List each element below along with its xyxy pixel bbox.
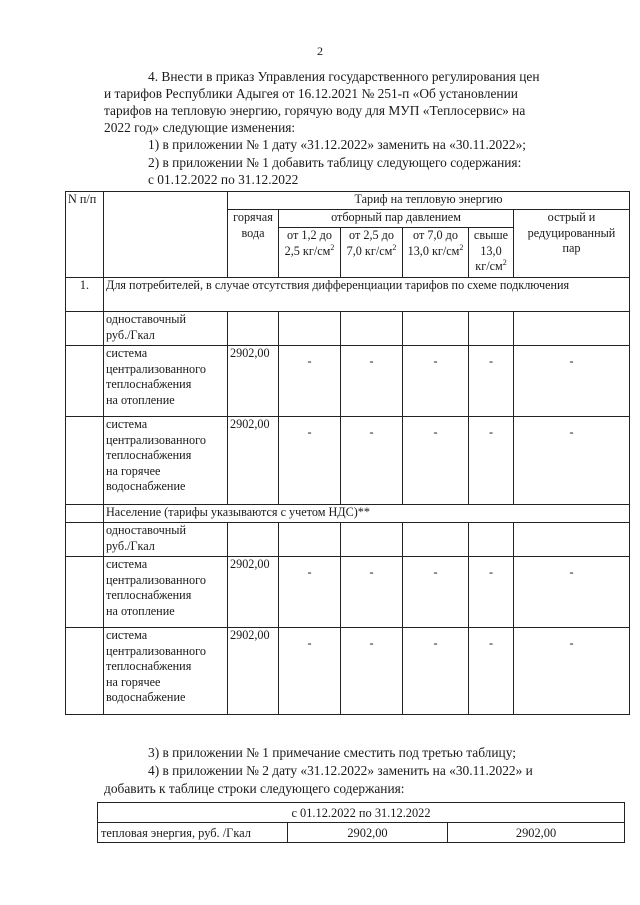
header-pressure-3: от 7,0 до 13,0 $кг/см^2$ — [403, 228, 469, 278]
section-2-title: Население (тарифы указываются с учетом НДС)** — [104, 505, 630, 523]
row-label-heating: система централизованного теплоснабжения на отопление — [104, 557, 228, 628]
header-sharp-steam: острый и редуцированный пар — [514, 210, 630, 278]
table-row — [98, 823, 625, 843]
table2-label: тепловая энергия, руб. /Гкал — [98, 823, 288, 843]
section-1-title: Для потребителей, в случае отсутствия дифференциации тарифов по схеме подключения — [104, 278, 630, 312]
header-num: N п/п — [66, 192, 104, 278]
value-hot-water: 2902,00 — [228, 557, 279, 628]
section-1-num: 1. — [66, 278, 104, 312]
table2-value-2: 2902,00 — [448, 823, 625, 843]
header-steam: отборный пар давлением — [279, 210, 514, 228]
row-label-one-rate: одноставочный руб./Гкал — [104, 312, 228, 346]
table-row: система централизованного теплоснабжения на горячее водоснабжение 2902,00 - - - - - — [66, 417, 630, 505]
page-number: 2 — [317, 44, 323, 58]
table-row: система централизованного теплоснабжения на отопление 2902,00 - - - - - — [66, 346, 630, 417]
outro-item-4-cont: добавить к таблице строки следующего содержания: — [104, 781, 405, 796]
row-label-hot-water-supply: система централизованного теплоснабжения на горячее водоснабжение — [104, 417, 228, 505]
value-hot-water: 2902,00 — [228, 417, 279, 505]
header-blank — [104, 192, 228, 278]
header-pressure-4: свыше 13,0 $кг/см^2$ — [469, 228, 514, 278]
intro-item-1: 1) в приложении № 1 дату «31.12.2022» заменить на «30.11.2022»; — [148, 137, 527, 152]
table2-period: с 01.12.2022 по 31.12.2022 — [98, 803, 625, 823]
header-tariff: Тариф на тепловую энергию — [228, 192, 630, 210]
tariff-table — [65, 191, 630, 715]
intro-line-2: и тарифов Республики Адыгея от 16.12.2021 № 251-п «Об установлении — [104, 86, 518, 101]
outro-item-4: 4) в приложении № 2 дату «31.12.2022» заменить на «30.11.2022» и — [148, 763, 533, 778]
value-hot-water: 2902,00 — [228, 628, 279, 715]
intro-period: с 01.12.2022 по 31.12.2022 — [148, 172, 299, 187]
row-label-hot-water-supply: система централизованного теплоснабжения на горячее водоснабжение — [104, 628, 228, 715]
value-hot-water: 2902,00 — [228, 346, 279, 417]
outro-item-3: 3) в приложении № 1 примечание сместить под третью таблицу; — [148, 745, 516, 760]
header-pressure-1: от 1,2 до 2,5 $кг/см^2$ — [279, 228, 341, 278]
table2-value-1: 2902,00 — [288, 823, 448, 843]
table-row — [66, 312, 630, 346]
row-label-one-rate: одноставочный руб./Гкал — [104, 523, 228, 557]
table-row — [66, 523, 630, 557]
tariff-table-2 — [97, 802, 625, 843]
header-hot-water: горячая вода — [228, 210, 279, 278]
intro-line-4: 2022 год» следующие изменения: — [104, 120, 296, 135]
intro-line-3: тарифов на тепловую энергию, горячую воду для МУП «Теплосервис» на — [104, 103, 526, 118]
table-row: система централизованного теплоснабжения на горячее водоснабжение 2902,00 - - - - - — [66, 628, 630, 715]
table-row: система централизованного теплоснабжения на отопление 2902,00 - - - - - — [66, 557, 630, 628]
intro-item-2: 2) в приложении № 1 добавить таблицу следующего содержания: — [148, 155, 522, 170]
header-pressure-2: от 2,5 до 7,0 $кг/см^2$ — [341, 228, 403, 278]
intro-line-1: 4. Внести в приказ Управления государственного регулирования цен — [148, 69, 540, 84]
row-label-heating: система централизованного теплоснабжения на отопление — [104, 346, 228, 417]
